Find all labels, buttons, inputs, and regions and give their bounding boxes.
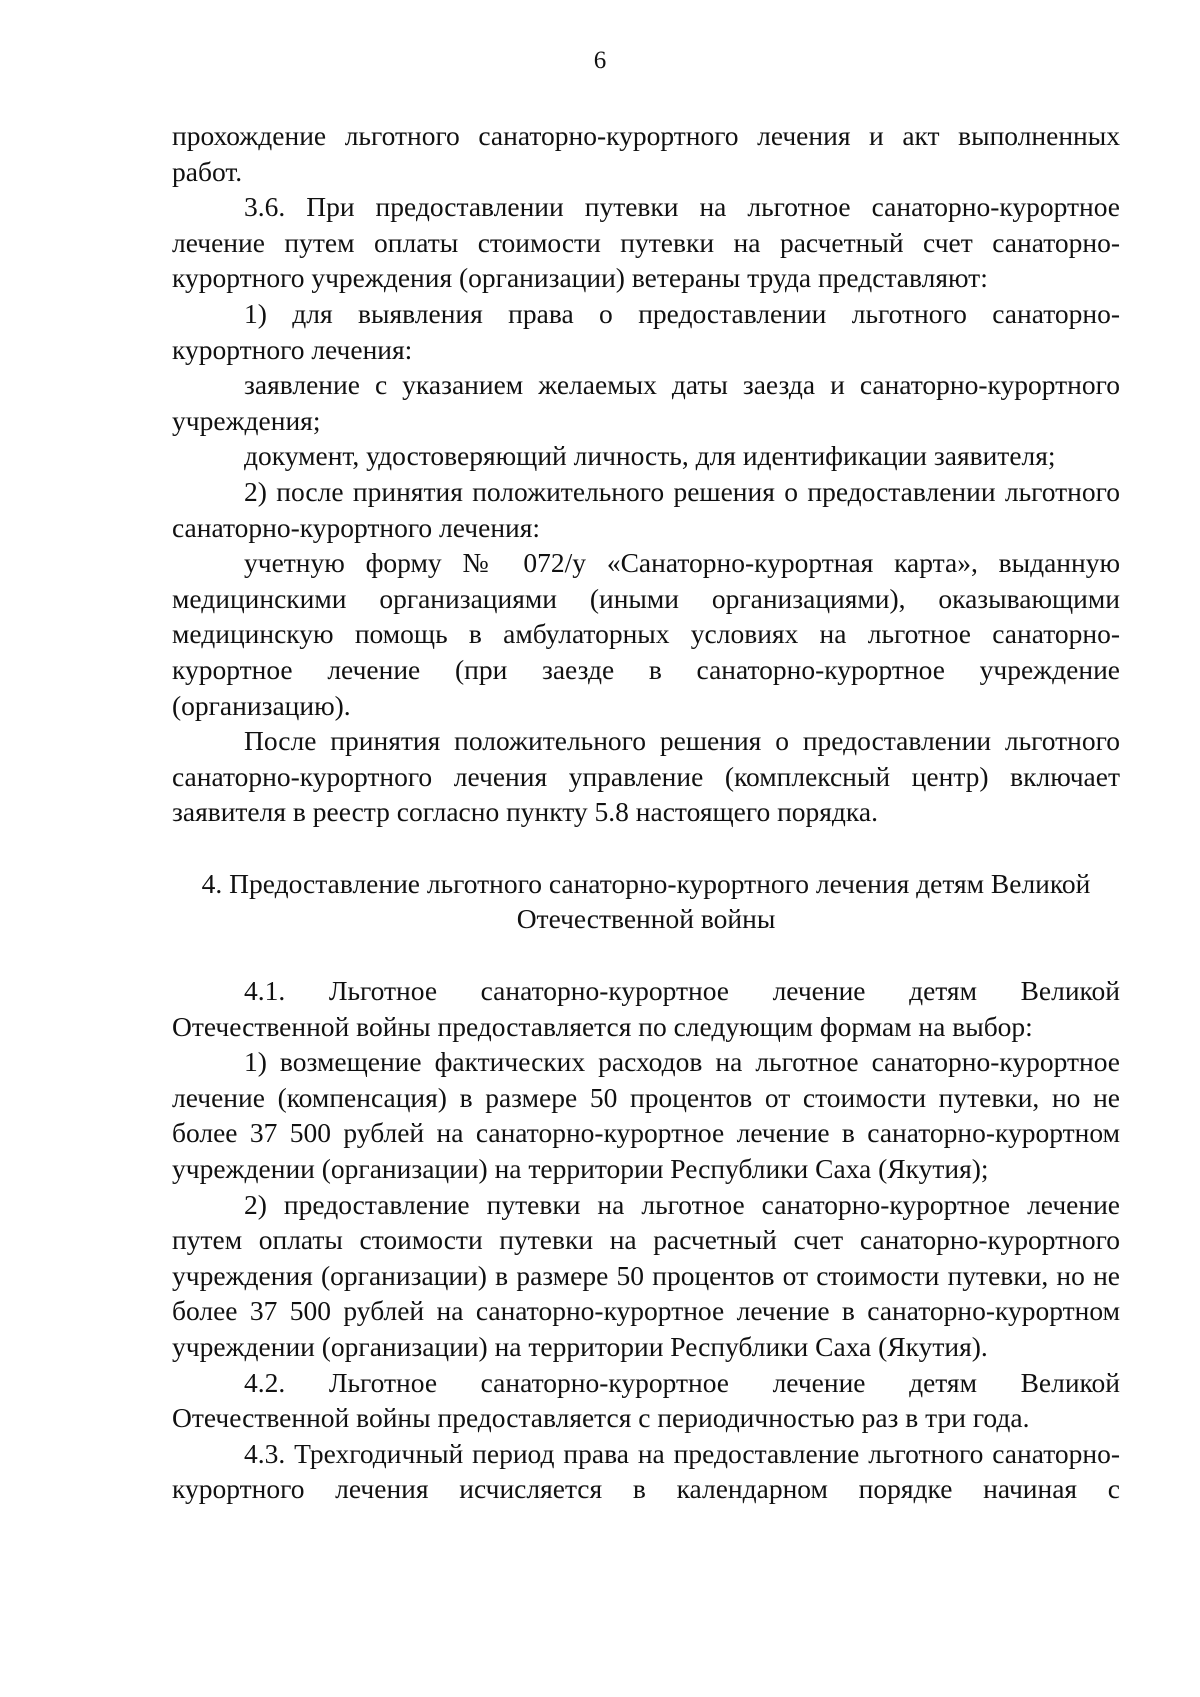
paragraph: 1) для выявления права о предоставлении льготного санаторно-курортного лечения: (172, 297, 1120, 365)
paragraph: После принятия положительного решения о предоставлении льготного санаторно-курортного лечения управление (комплексный центр) включает заявителя в реестр согласно пункту 5.8 настоящего порядка. (172, 725, 1120, 828)
document-body (172, 118, 1120, 1507)
section-title: 4. Предоставление льготного санаторно-курортного лечения детям Великой Отечественной войны (201, 867, 1091, 935)
paragraph: заявление с указанием желаемых даты заезда и санаторно-курортного учреждения; (172, 369, 1120, 436)
paragraph: прохождение льготного санаторно-курортного лечения и акт выполненных работ. (172, 120, 1120, 187)
paragraph: 4.2. Льготное санаторно-курортное лечение детям Великой Отечественной войны предоставляется с периодичностью раз в три года. (172, 1366, 1120, 1434)
page-number: 6 (593, 47, 607, 74)
paragraph: 3.6. При предоставлении путевки на льготное санаторно-курортное лечение путем оплаты стоимости путевки на расчетный счет санаторно-курортного учреждения (организации) ветераны труда представляют: (172, 191, 1120, 294)
paragraph: 2) предоставление путевки на льготное санаторно-курортное лечение путем оплаты стоимости путевки на расчетный счет санаторно-курортного учреждения (организации) в размере 50 процентов от стоимости путевки, но не более 37 500 рублей на санаторно-курортное лечение в санаторно-курортном учреждении (организации) на территории Республики Саха (Якутия). (172, 1188, 1120, 1362)
paragraph: 1) возмещение фактических расходов на льготное санаторно-курортное лечение (компенсация) в размере 50 процентов от стоимости путевки, но не более 37 500 рублей на санаторно-курортное лечение в санаторно-курортном учреждении (организации) на территории Республики Саха (Якутия); (172, 1046, 1120, 1185)
paragraph: 4.3. Трехгодичный период права на предоставление льготного санаторно-курортного лечения исчисляется в календарном порядке начиная с (172, 1437, 1120, 1505)
paragraph: 2) после принятия положительного решения о предоставлении льготного санаторно-курортного лечения: (172, 475, 1120, 543)
paragraph: учетную форму № 072/у «Санаторно-курортная карта», выданную медицинскими организациями (иными организациями), оказывающими медицинскую помощь в амбулаторных условиях на льготное санаторно-курортное лечение (при заезде в санаторно-курортное учреждение (организацию). (172, 547, 1120, 721)
paragraph: 4.1. Льготное санаторно-курортное лечение детям Великой Отечественной войны предоставляется по следующим формам на выбор: (172, 975, 1120, 1042)
paragraph: документ, удостоверяющий личность, для идентификации заявителя; (244, 440, 1056, 472)
